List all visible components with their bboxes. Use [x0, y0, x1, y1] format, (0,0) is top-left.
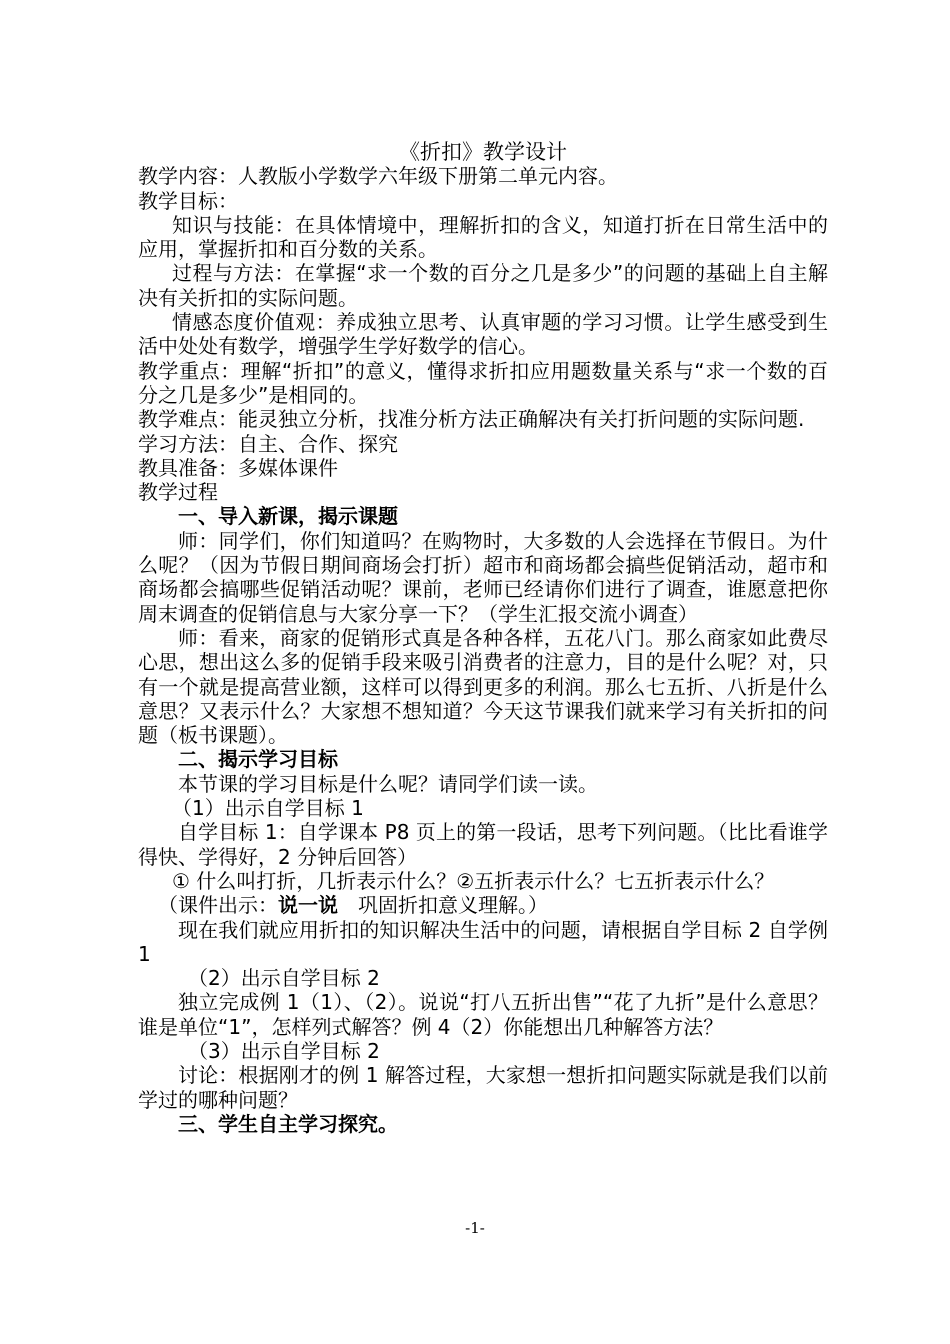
document-title: 《折扣》教学设计: [399, 140, 567, 164]
page-number: -1-: [465, 1219, 485, 1237]
goal-knowledge: 知识与技能：在具体情境中，理解折扣的含义，知道打折在日常生活中的应用，掌握折扣和百分数的关系。: [138, 212, 828, 262]
document-body: [138, 140, 828, 1136]
teaching-process-label: 教学过程: [138, 480, 218, 505]
section-2-item-1: （1）出示自学目标 1: [172, 796, 364, 821]
goal-process: 过程与方法：在掌握“求一个数的百分之几是多少”的问题的基础上自主解决有关折扣的实际问题。: [138, 261, 828, 310]
courseware-suffix: 巩固折扣意义理解。）: [338, 893, 548, 918]
goal-emotion: 情感态度价值观：养成独立思考、认真审题的学习习惯。让学生感受到生活中处处有数学，增强学生学好数学的信心。: [138, 310, 828, 359]
section-2-paragraph-4: 独立完成例 1（1）、（2）。说说“打八五折出售”“花了九折”是什么意思？谁是单位“1”，怎样列式解答？例 4（2）你能想出几种解答方法？: [138, 990, 828, 1039]
section-2-item-3: （3）出示自学目标 2: [188, 1038, 380, 1063]
section-2-questions: ① 什么叫打折，几折表示什么？②五折表示什么？七五折表示什么？: [172, 868, 775, 893]
section-1-heading: 一、导入新课，揭示课题: [178, 504, 398, 529]
section-2-item-2: （2）出示自学目标 2: [188, 966, 380, 991]
difficulty: 教学难点：能灵独立分析，找准分析方法正确解决有关打折问题的实际问题.: [138, 407, 805, 432]
section-2-paragraph-2: 自学目标 1：自学课本 P8 页上的第一段话，思考下列问题。（比比看谁学得快、学得好，2 分钟后回答）: [138, 820, 828, 869]
learning-method: 学习方法：自主、合作、探究: [138, 431, 398, 456]
courseware-prefix: （课件出示：: [158, 893, 278, 918]
section-1-paragraph-1: 师：同学们，你们知道吗？在购物时，大多数的人会选择在节假日。为什么呢？（因为节假日期间商场会打折）超市和商场都会搞些促销活动，超市和商场都会搞哪些促销活动呢？课前，老师已经请你们进行了调查，谁愿意把你周末调查的促销信息与大家分享一下？（学生汇报交流小调查）: [138, 528, 828, 626]
section-2-paragraph-1: 本节课的学习目标是什么呢？请同学们读一读。: [178, 771, 598, 796]
section-2-paragraph-3: 现在我们就应用折扣的知识解决生活中的问题，请根据自学目标 2 自学例 1: [138, 917, 828, 966]
section-3-heading: 三、学生自主学习探究。: [178, 1111, 398, 1136]
section-2-heading: 二、揭示学习目标: [178, 747, 338, 772]
courseware-bold: 说一说: [278, 893, 338, 918]
key-point: 教学重点：理解“折扣”的意义，懂得求折扣应用题数量关系与“求一个数的百分之几是多少”是相同的。: [138, 358, 828, 407]
section-2-courseware: [138, 893, 828, 917]
section-2-paragraph-5: 讨论：根据刚才的例 1 解答过程，大家想一想折扣问题实际就是我们以前学过的哪种问题？: [138, 1063, 828, 1112]
teaching-goals-label: 教学目标：: [138, 188, 238, 213]
teaching-content: 教学内容：人教版小学数学六年级下册第二单元内容。: [138, 164, 618, 189]
section-1-paragraph-2: 师：看来，商家的促销形式真是各种各样，五花八门。那么商家如此费尽心思，想出这么多的促销手段来吸引消费者的注意力，目的是什么呢？对，只有一个就是提高营业额，这样可以得到更多的利润。那么七五折、八折是什么意思？又表示什么？大家想不想知道？今天这节课我们就来学习有关折扣的问题（板书课题）。: [138, 625, 828, 748]
teaching-tools: 教具准备：多媒体课件: [138, 455, 338, 480]
